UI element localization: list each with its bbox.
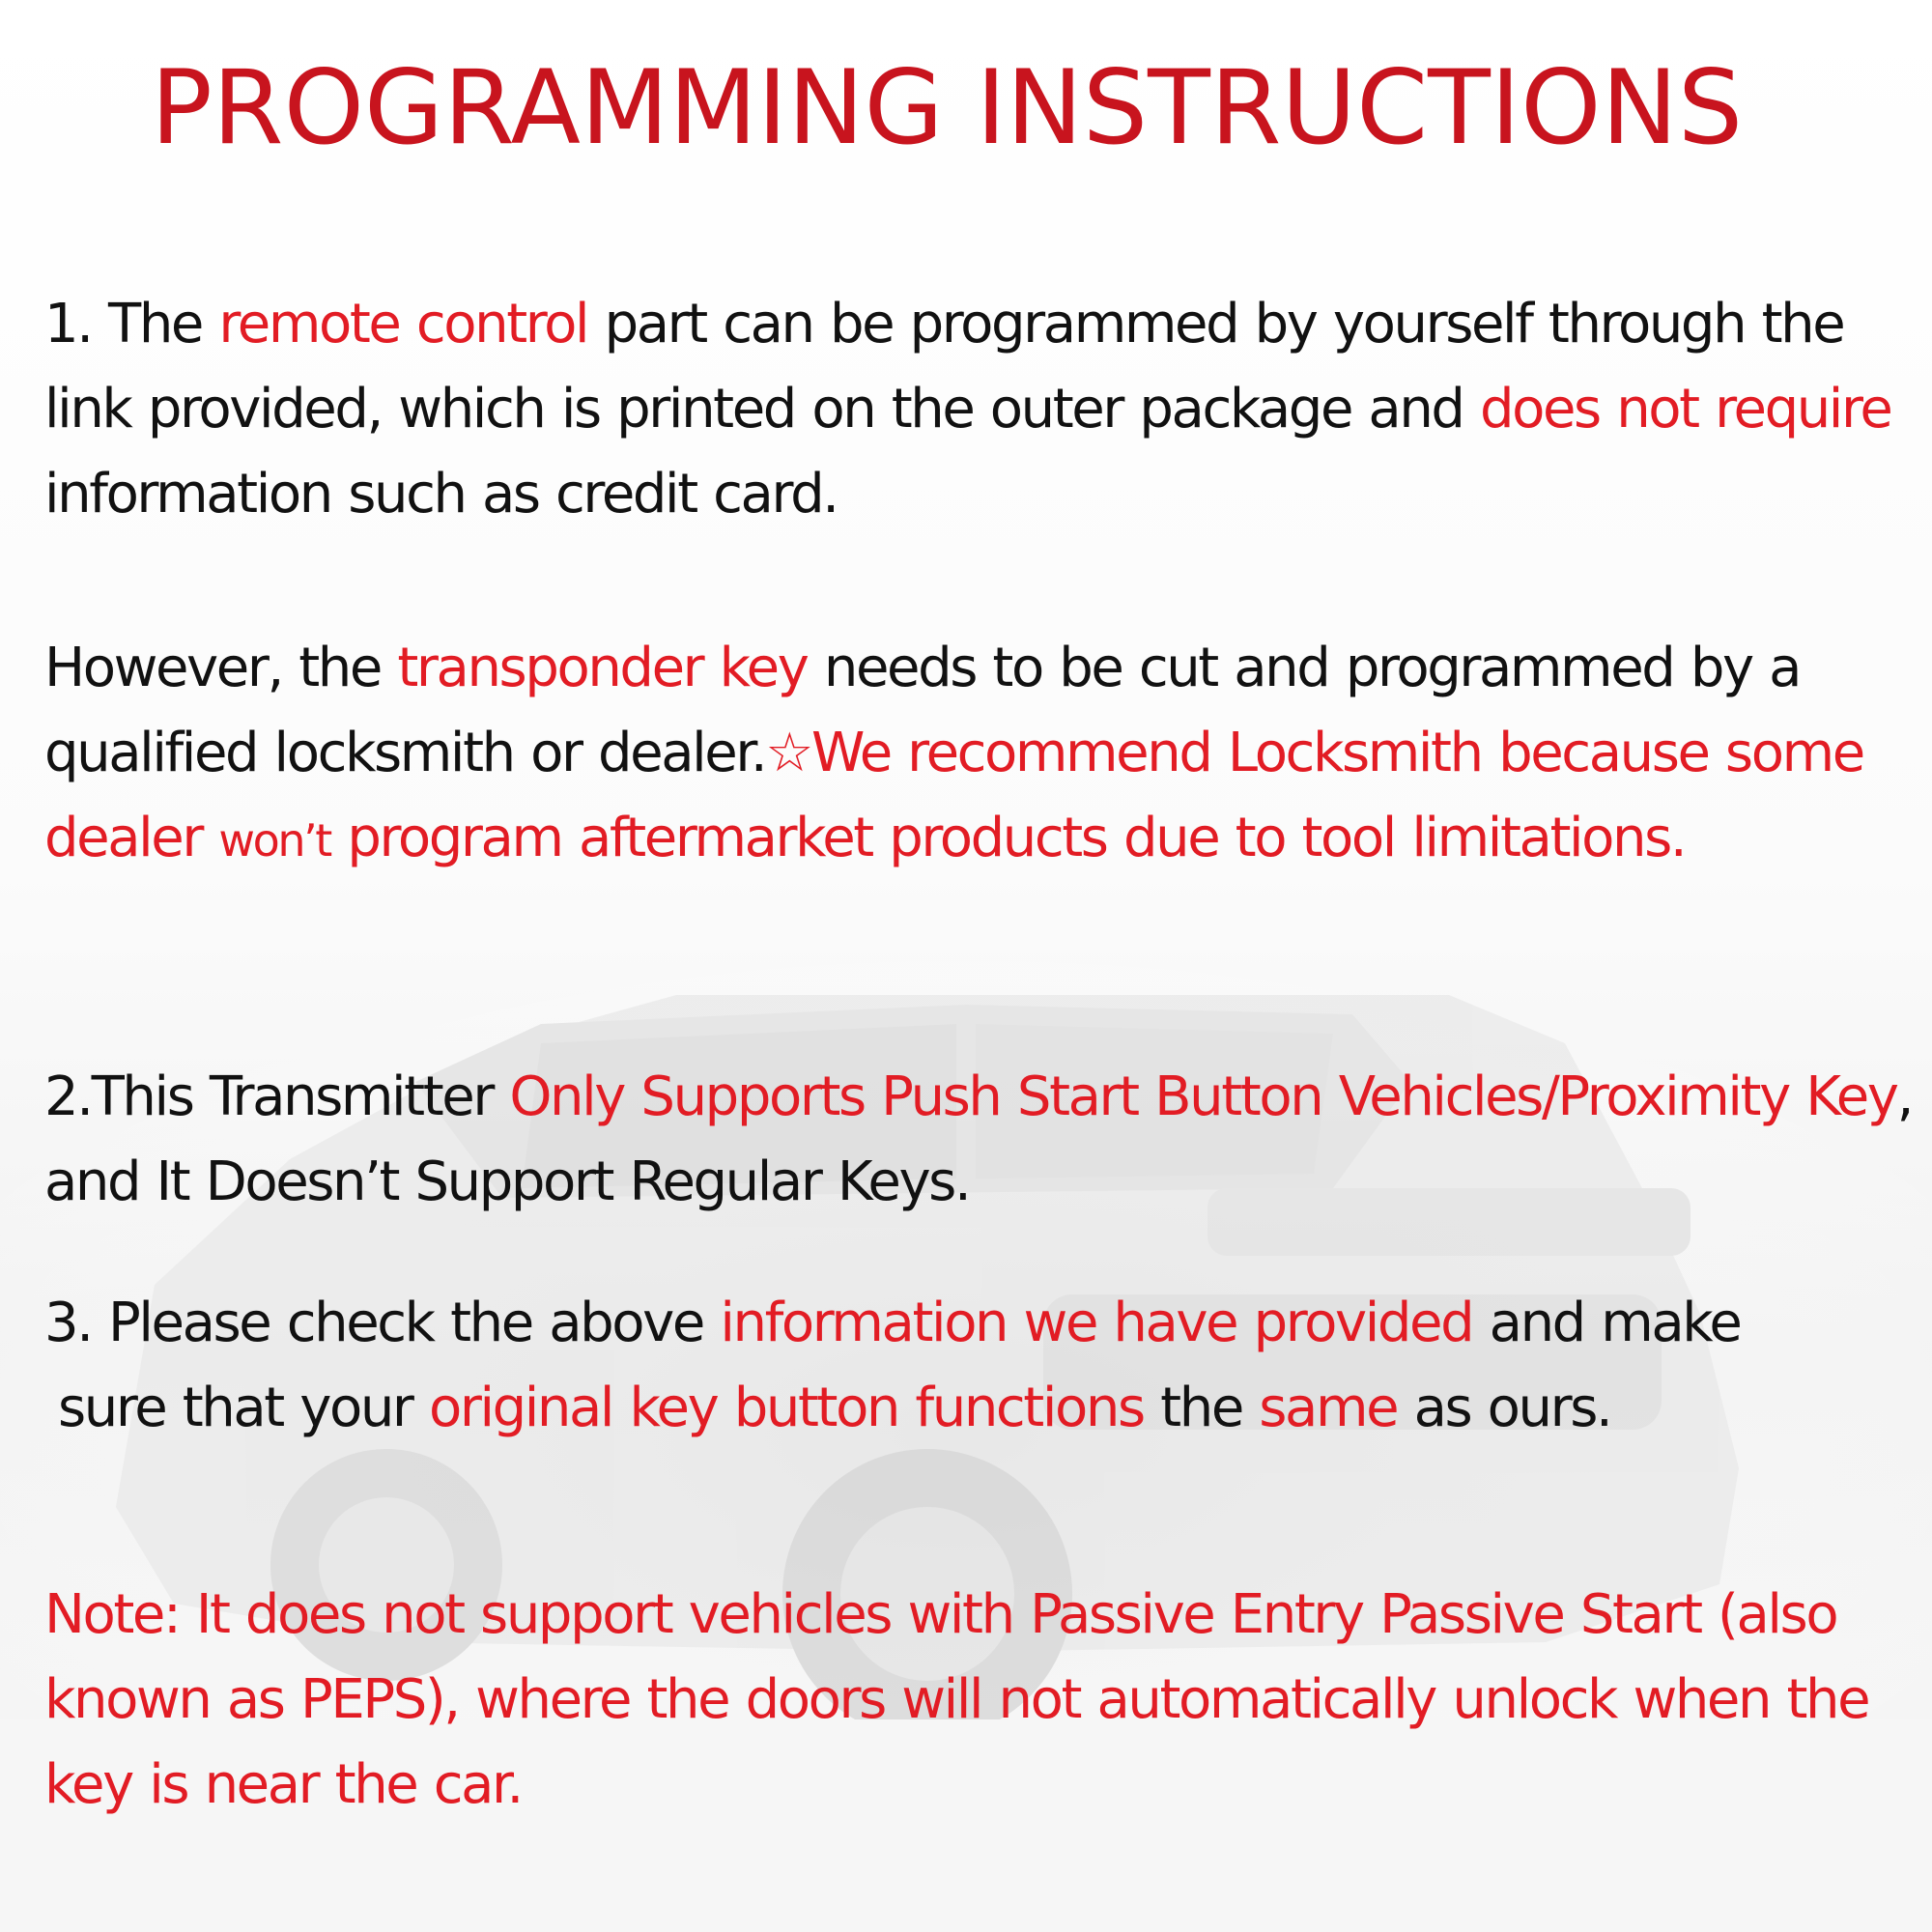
instruction-1-highlight-remote: remote control: [218, 293, 588, 355]
instruction-2-highlight-push-start: Only Supports Push Start Button Vehicles/Proximity Key: [509, 1065, 1897, 1128]
instruction-1-text-e: information such as credit card.: [44, 463, 838, 526]
instruction-1-highlight-no-require: does not require: [1479, 378, 1891, 440]
transponder-highlight-key: transponder key: [397, 637, 808, 699]
instruction-3-text-h: as ours.: [1397, 1377, 1611, 1439]
transponder-text-a: However, the: [44, 637, 398, 699]
instruction-3-text-d: sure that your: [58, 1377, 429, 1439]
instruction-1-text-c: part can be programmed by yourself through the link provided, which is printed on the outer package and: [44, 293, 1844, 440]
page-title: PROGRAMMING INSTRUCTIONS: [151, 48, 1744, 167]
instruction-2-text-a: 2.This Transmitter: [44, 1065, 510, 1128]
instruction-1: [44, 282, 1918, 537]
instruction-2-text-c: , and It Doesn’t Support Regular Keys.: [44, 1065, 1912, 1213]
instruction-1-text-a: 1. The: [44, 293, 219, 355]
instruction-3: [44, 1281, 1918, 1451]
instruction-3-highlight-same: same: [1259, 1377, 1398, 1439]
locksmith-wont: won’t: [218, 814, 330, 867]
instruction-3-text-c: and make: [1472, 1292, 1741, 1354]
instruction-3-highlight-info: information we have provided: [720, 1292, 1473, 1354]
transponder-text-c: needs to be cut and programmed by a qualified locksmith or dealer.: [44, 637, 1801, 784]
instruction-2: [44, 1055, 1918, 1225]
peps-note: Note: It does not support vehicles with Passive Entry Passive Start (also known as PEPS), where the doors will not automatically unlock when the key is near the car.: [44, 1583, 1869, 1816]
locksmith-recommendation: ☆We recommend Locksmith because some dealer: [44, 722, 1863, 869]
instruction-3-text-f: the: [1143, 1377, 1260, 1439]
instruction-transponder: [44, 626, 1918, 883]
instruction-3-highlight-functions: original key button functions: [428, 1377, 1144, 1439]
locksmith-recommendation-end: program aftermarket products due to tool limitations.: [329, 807, 1686, 869]
instruction-3-text-a: 3. Please check the above: [44, 1292, 721, 1354]
